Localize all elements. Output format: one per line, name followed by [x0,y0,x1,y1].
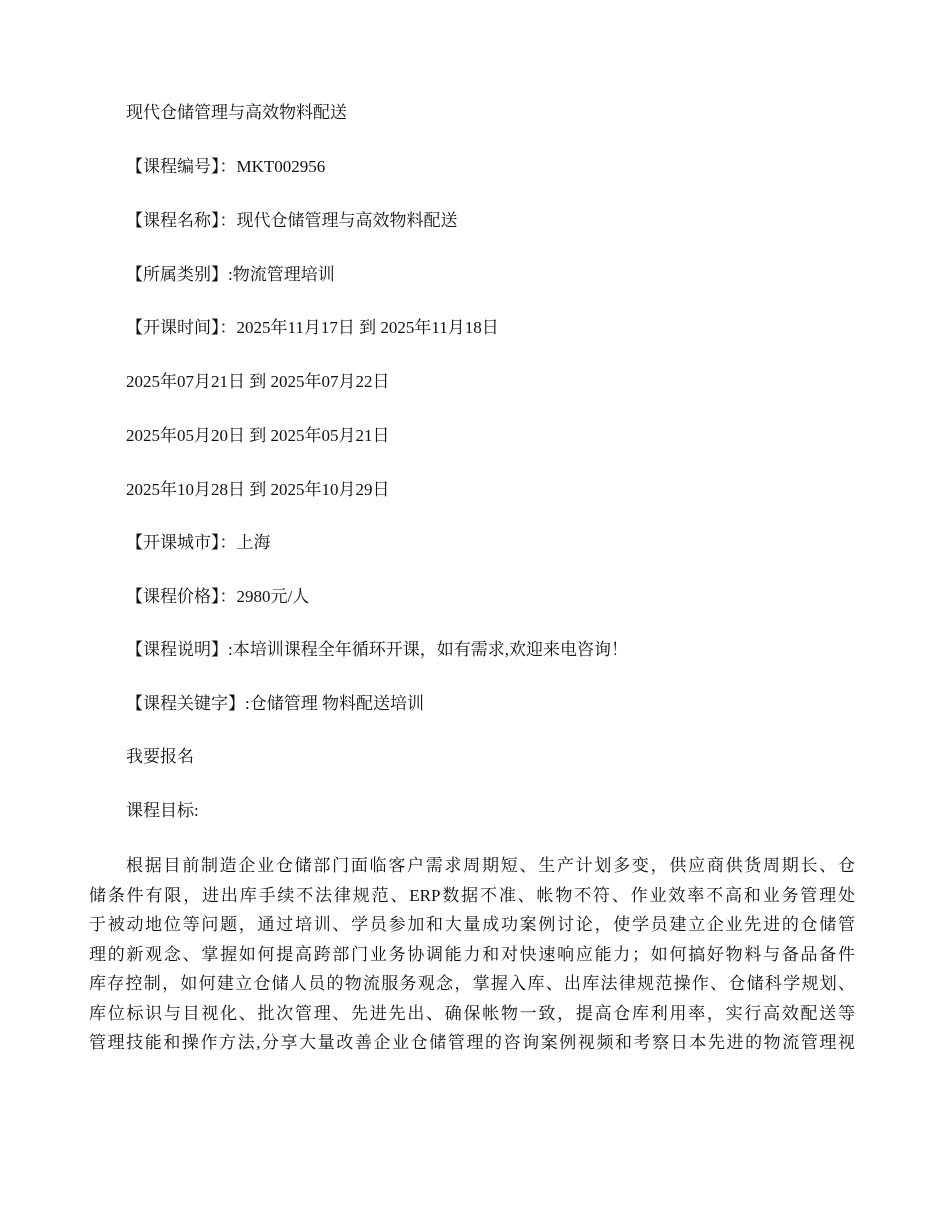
document-title: 现代仓储管理与高效物料配送 [126,103,347,122]
field-description [126,640,628,660]
field-label: 【所属类别】: [126,265,233,284]
field-value: 2025年11月17日 到 2025年11月18日 [236,318,499,337]
paragraph-line: 根据目前制造企业仓储部门面临客户需求周期短、生产计划多变，供应商供货周期长、仓 [126,856,855,875]
paragraph-line: 储条件有限，进出库手续不法律规范、ERP数据不准、帐物不符、作业效率不高和业务管理处 [89,885,855,905]
goal-heading: 课程目标: [126,801,199,820]
paragraph-line: 库存控制，如何建立仓储人员的物流服务观念，掌握入库、出库法律规范操作、仓储科学规划、 [89,974,855,993]
field-value: 本培训课程全年循环开课，如有需求,欢迎来电咨询！ [232,640,628,659]
field-label: 【课程编号】： [126,157,237,176]
field-label: 【开课城市】： [126,533,237,552]
paragraph-line: 库位标识与目视化、批次管理、先进先出、确保帐物一致，提高仓库利用率，实行高效配送等 [89,1003,855,1023]
field-label: 【课程价格】： [126,587,237,606]
field-value: 上海 [236,533,271,552]
field-value: 仓储管理 物料配送培训 [249,694,424,713]
field-label: 【课程关键字】: [126,694,250,713]
field-label: 【课程名称】： [126,211,237,230]
field-label: 【课程说明】: [126,640,233,659]
field-value: 物流管理培训 [232,265,335,284]
field-course-code [126,157,325,177]
field-course-name [126,211,458,231]
field-keywords [126,694,424,714]
date-range: 2025年07月21日 到 2025年07月22日 [126,372,390,391]
field-value: MKT002956 [236,157,326,176]
date-range: 2025年10月28日 到 2025年10月29日 [126,480,390,499]
field-label: 【开课时间】： [126,318,237,337]
paragraph-line: 理的新观念、掌握如何提高跨部门业务协调能力和对快速响应能力；如何搞好物料与备品备件 [89,944,855,964]
goal-paragraph [89,851,855,1058]
field-price [126,587,309,607]
field-city [126,533,271,553]
signup-link[interactable]: 我要报名 [126,747,194,766]
field-start-time [126,318,499,338]
field-value: 现代仓储管理与高效物料配送 [236,211,458,230]
date-range: 2025年05月20日 到 2025年05月21日 [126,426,390,445]
paragraph-line: 管理技能和操作方法,分享大量改善企业仓储管理的咨询案例视频和考察日本先进的物流管理视 [89,1033,855,1052]
field-category [126,265,335,285]
field-value: 2980元/人 [236,587,310,606]
paragraph-line: 于被动地位等问题，通过培训、学员参加和大量成功案例讨论，使学员建立企业先进的仓储管 [89,915,855,934]
